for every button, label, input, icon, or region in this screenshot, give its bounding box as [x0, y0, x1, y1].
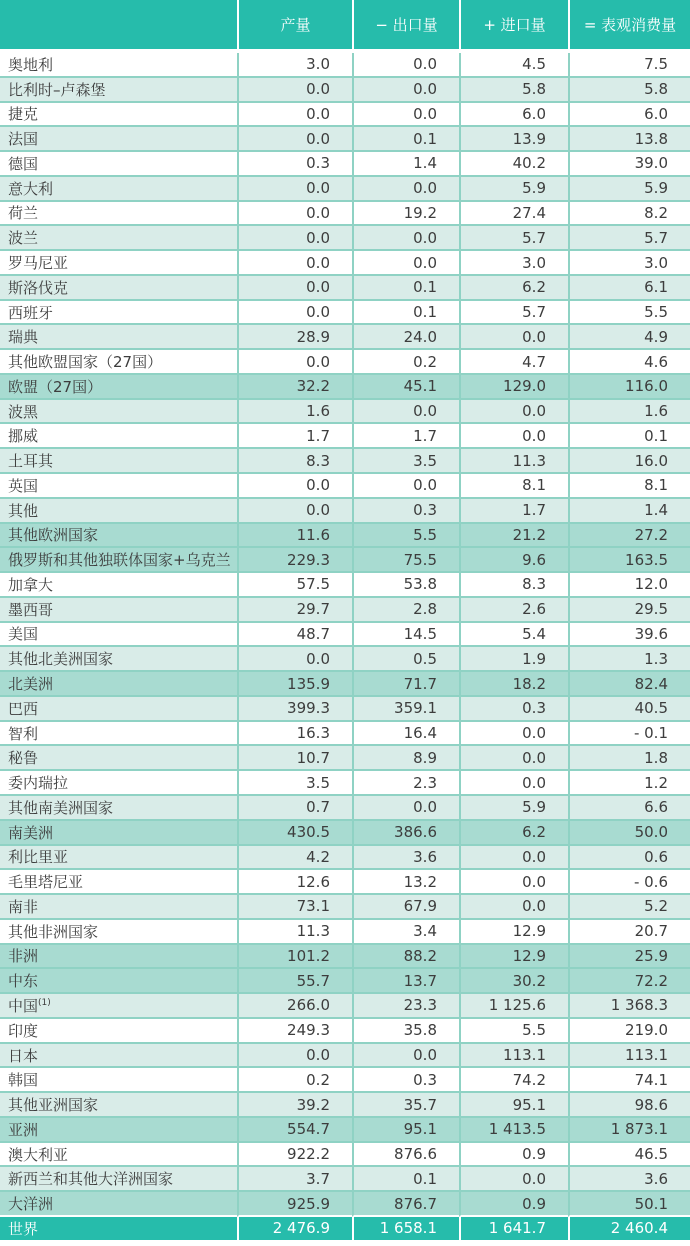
cell-value: 5.2 [568, 895, 690, 920]
table-row [0, 499, 690, 524]
table-row [0, 1068, 690, 1093]
cell-value: 0.0 [352, 1044, 459, 1069]
row-label: 欧盟（27国） [0, 375, 237, 400]
cell-value: - 0.1 [568, 722, 690, 747]
table-row [0, 945, 690, 970]
cell-value: 11.6 [237, 524, 352, 549]
cell-value: 0.1 [352, 301, 459, 326]
cell-value: 0.0 [459, 325, 568, 350]
row-label: 德国 [0, 152, 237, 177]
cell-value: 4.9 [568, 325, 690, 350]
cell-value: 55.7 [237, 969, 352, 994]
table-row [0, 697, 690, 722]
cell-value: 24.0 [352, 325, 459, 350]
table-row [0, 1118, 690, 1143]
cell-value: 74.2 [459, 1068, 568, 1093]
cell-value: 1 413.5 [459, 1118, 568, 1143]
row-label: 北美洲 [0, 672, 237, 697]
table-row [0, 1093, 690, 1118]
cell-value: 28.9 [237, 325, 352, 350]
cell-value: 1 658.1 [352, 1217, 459, 1242]
cell-value: 3.4 [352, 920, 459, 945]
cell-value: 430.5 [237, 821, 352, 846]
cell-value: 8.3 [237, 449, 352, 474]
cell-value: 0.2 [352, 350, 459, 375]
row-label: 韩国 [0, 1068, 237, 1093]
cell-value: 0.0 [237, 1044, 352, 1069]
cell-value: 554.7 [237, 1118, 352, 1143]
cell-value: 53.8 [352, 573, 459, 598]
row-label: 比利时–卢森堡 [0, 78, 237, 103]
cell-value: 8.2 [568, 202, 690, 227]
table-row [0, 746, 690, 771]
cell-value: 0.1 [352, 276, 459, 301]
table-row [0, 127, 690, 152]
cell-value: 0.0 [352, 177, 459, 202]
table-row [0, 202, 690, 227]
cell-value: 95.1 [352, 1118, 459, 1143]
cell-value: 0.0 [459, 400, 568, 425]
cell-value: 1.7 [459, 499, 568, 524]
cell-value: 27.2 [568, 524, 690, 549]
cell-value: 876.7 [352, 1192, 459, 1217]
cell-value: 135.9 [237, 672, 352, 697]
cell-value: 5.9 [459, 796, 568, 821]
row-label: 日本 [0, 1044, 237, 1069]
table-row [0, 251, 690, 276]
table-row [0, 821, 690, 846]
cell-value: 0.0 [459, 870, 568, 895]
cell-value: 13.9 [459, 127, 568, 152]
cell-value: 67.9 [352, 895, 459, 920]
row-label: 巴西 [0, 697, 237, 722]
cell-value: 16.3 [237, 722, 352, 747]
row-label: 智利 [0, 722, 237, 747]
table-row [0, 226, 690, 251]
table-row [0, 1217, 690, 1242]
row-label: 新西兰和其他大洋洲国家 [0, 1167, 237, 1192]
cell-value: 18.2 [459, 672, 568, 697]
table-row [0, 400, 690, 425]
cell-value: 0.1 [352, 127, 459, 152]
cell-value: 5.5 [352, 524, 459, 549]
table-row [0, 672, 690, 697]
cell-value: 1 368.3 [568, 994, 690, 1019]
table-row [0, 53, 690, 78]
table-row [0, 969, 690, 994]
cell-value: 922.2 [237, 1143, 352, 1168]
cell-value: 5.5 [459, 1019, 568, 1044]
cell-value: 0.0 [459, 746, 568, 771]
row-label: 荷兰 [0, 202, 237, 227]
cell-value: 8.1 [459, 474, 568, 499]
cell-value: 3.0 [568, 251, 690, 276]
cell-value: 0.3 [237, 152, 352, 177]
cell-value: 0.0 [459, 771, 568, 796]
row-label: 斯洛伐克 [0, 276, 237, 301]
cell-value: 82.4 [568, 672, 690, 697]
cell-value: 266.0 [237, 994, 352, 1019]
row-label: 瑞典 [0, 325, 237, 350]
table-row [0, 301, 690, 326]
cell-value: 399.3 [237, 697, 352, 722]
column-header-apparent-consumption: = 表观消费量 [568, 0, 690, 53]
cell-value: 8.3 [459, 573, 568, 598]
cell-value: 229.3 [237, 548, 352, 573]
cell-value: 5.8 [568, 78, 690, 103]
cell-value: 12.9 [459, 945, 568, 970]
cell-value: 0.9 [459, 1143, 568, 1168]
cell-value: 5.7 [459, 226, 568, 251]
cell-value: 21.2 [459, 524, 568, 549]
cell-value: 73.1 [237, 895, 352, 920]
cell-value: 116.0 [568, 375, 690, 400]
table-row [0, 375, 690, 400]
row-label: 捷克 [0, 103, 237, 128]
table-row [0, 325, 690, 350]
row-label: 南美洲 [0, 821, 237, 846]
cell-value: 29.7 [237, 598, 352, 623]
cell-value: 1.3 [568, 647, 690, 672]
cell-value: 10.7 [237, 746, 352, 771]
cell-value: 876.6 [352, 1143, 459, 1168]
cell-value: 5.9 [568, 177, 690, 202]
row-label: 利比里亚 [0, 846, 237, 871]
cell-value: 13.8 [568, 127, 690, 152]
row-label: 加拿大 [0, 573, 237, 598]
table-row [0, 846, 690, 871]
row-label: 挪威 [0, 424, 237, 449]
cell-value: 35.8 [352, 1019, 459, 1044]
cell-value: 3.0 [237, 53, 352, 78]
corner-cell [0, 0, 237, 53]
cell-value: 1 873.1 [568, 1118, 690, 1143]
cell-value: 113.1 [568, 1044, 690, 1069]
cell-value: 1 641.7 [459, 1217, 568, 1242]
cell-value: 23.3 [352, 994, 459, 1019]
cell-value: 1.4 [352, 152, 459, 177]
cell-value: 6.2 [459, 821, 568, 846]
cell-value: 25.9 [568, 945, 690, 970]
row-label: 世界 [0, 1217, 237, 1242]
cell-value: 1.6 [568, 400, 690, 425]
table-body [0, 53, 690, 1242]
cell-value: 40.5 [568, 697, 690, 722]
table-row [0, 1019, 690, 1044]
cell-value: 46.5 [568, 1143, 690, 1168]
cell-value: 32.2 [237, 375, 352, 400]
cell-value: 0.6 [568, 846, 690, 871]
table-row [0, 350, 690, 375]
cell-value: 13.2 [352, 870, 459, 895]
cell-value: 0.0 [352, 251, 459, 276]
table-row [0, 78, 690, 103]
cell-value: 16.4 [352, 722, 459, 747]
cell-value: 30.2 [459, 969, 568, 994]
row-label: 波兰 [0, 226, 237, 251]
cell-value: 1.6 [237, 400, 352, 425]
cell-value: 50.0 [568, 821, 690, 846]
cell-value: 0.7 [237, 796, 352, 821]
cell-value: 39.6 [568, 623, 690, 648]
cell-value: 48.7 [237, 623, 352, 648]
cell-value: 16.0 [568, 449, 690, 474]
cell-value: 3.0 [459, 251, 568, 276]
row-label: 委内瑞拉 [0, 771, 237, 796]
row-label: 其他非洲国家 [0, 920, 237, 945]
cell-value: 88.2 [352, 945, 459, 970]
row-label: 意大利 [0, 177, 237, 202]
cell-value: 8.1 [568, 474, 690, 499]
cell-value: 0.0 [352, 226, 459, 251]
row-label: 其他亚洲国家 [0, 1093, 237, 1118]
cell-value: 1.7 [352, 424, 459, 449]
table-row [0, 573, 690, 598]
cell-value: 0.3 [459, 697, 568, 722]
cell-value: - 0.6 [568, 870, 690, 895]
cell-value: 0.5 [352, 647, 459, 672]
cell-value: 219.0 [568, 1019, 690, 1044]
row-label: 其他欧洲国家 [0, 524, 237, 549]
cell-value: 0.0 [459, 424, 568, 449]
cell-value: 359.1 [352, 697, 459, 722]
table-row [0, 647, 690, 672]
row-label: 其他欧盟国家（27国） [0, 350, 237, 375]
cell-value: 0.0 [459, 1167, 568, 1192]
cell-value: 0.2 [237, 1068, 352, 1093]
cell-value: 0.3 [352, 1068, 459, 1093]
cell-value: 6.0 [568, 103, 690, 128]
table-row [0, 895, 690, 920]
cell-value: 1 125.6 [459, 994, 568, 1019]
cell-value: 57.5 [237, 573, 352, 598]
cell-value: 0.0 [237, 301, 352, 326]
cell-value: 20.7 [568, 920, 690, 945]
cell-value: 0.1 [352, 1167, 459, 1192]
cell-value: 3.5 [237, 771, 352, 796]
table-row [0, 152, 690, 177]
row-label: 中东 [0, 969, 237, 994]
row-label: 墨西哥 [0, 598, 237, 623]
row-label: 毛里塔尼亚 [0, 870, 237, 895]
table-row [0, 771, 690, 796]
table-row [0, 548, 690, 573]
row-label: 土耳其 [0, 449, 237, 474]
cell-value: 7.5 [568, 53, 690, 78]
row-label: 俄罗斯和其他独联体国家+乌克兰 [0, 548, 237, 573]
cell-value: 6.2 [459, 276, 568, 301]
cell-value: 71.7 [352, 672, 459, 697]
cell-value: 3.6 [568, 1167, 690, 1192]
cell-value: 2 460.4 [568, 1217, 690, 1242]
cell-value: 9.6 [459, 548, 568, 573]
cell-value: 45.1 [352, 375, 459, 400]
cell-value: 12.9 [459, 920, 568, 945]
cell-value: 113.1 [459, 1044, 568, 1069]
cell-value: 5.7 [568, 226, 690, 251]
footnote-marker: (1) [38, 997, 51, 1008]
cell-value: 0.0 [352, 103, 459, 128]
cell-value: 29.5 [568, 598, 690, 623]
cell-value: 13.7 [352, 969, 459, 994]
table-row [0, 177, 690, 202]
row-label: 大洋洲 [0, 1192, 237, 1217]
cell-value: 0.0 [352, 796, 459, 821]
cell-value: 50.1 [568, 1192, 690, 1217]
column-header-exports: − 出口量 [352, 0, 459, 53]
cell-value: 163.5 [568, 548, 690, 573]
table-row [0, 103, 690, 128]
cell-value: 249.3 [237, 1019, 352, 1044]
cell-value: 2.3 [352, 771, 459, 796]
cell-value: 3.7 [237, 1167, 352, 1192]
cell-value: 0.1 [568, 424, 690, 449]
table-row [0, 1167, 690, 1192]
cell-value: 1.2 [568, 771, 690, 796]
cell-value: 14.5 [352, 623, 459, 648]
cell-value: 4.5 [459, 53, 568, 78]
column-header-imports: + 进口量 [459, 0, 568, 53]
cell-value: 4.6 [568, 350, 690, 375]
row-label: 亚洲 [0, 1118, 237, 1143]
table-row [0, 276, 690, 301]
table-row [0, 1143, 690, 1168]
row-label: 其他 [0, 499, 237, 524]
row-label: 秘鲁 [0, 746, 237, 771]
cell-value: 0.0 [459, 895, 568, 920]
table-row [0, 994, 690, 1019]
cell-value: 1.7 [237, 424, 352, 449]
cell-value: 11.3 [459, 449, 568, 474]
cell-value: 0.3 [352, 499, 459, 524]
cell-value: 3.6 [352, 846, 459, 871]
cell-value: 0.0 [237, 350, 352, 375]
cell-value: 72.2 [568, 969, 690, 994]
cell-value: 0.0 [237, 499, 352, 524]
row-label: 澳大利亚 [0, 1143, 237, 1168]
row-label: 非洲 [0, 945, 237, 970]
cell-value: 0.0 [237, 177, 352, 202]
cell-value: 0.0 [459, 846, 568, 871]
header-row [0, 0, 690, 53]
row-label: 罗马尼亚 [0, 251, 237, 276]
table-row [0, 796, 690, 821]
cell-value: 5.8 [459, 78, 568, 103]
row-label: 其他北美洲国家 [0, 647, 237, 672]
cell-value: 0.0 [352, 78, 459, 103]
cell-value: 2 476.9 [237, 1217, 352, 1242]
cell-value: 3.5 [352, 449, 459, 474]
cell-value: 0.0 [237, 276, 352, 301]
cell-value: 12.0 [568, 573, 690, 598]
row-label: 印度 [0, 1019, 237, 1044]
cell-value: 19.2 [352, 202, 459, 227]
cell-value: 0.0 [352, 474, 459, 499]
row-label: 奥地利 [0, 53, 237, 78]
cell-value: 0.9 [459, 1192, 568, 1217]
cell-value: 2.6 [459, 598, 568, 623]
cell-value: 39.2 [237, 1093, 352, 1118]
cell-value: 0.0 [352, 400, 459, 425]
cell-value: 0.0 [237, 647, 352, 672]
cell-value: 1.9 [459, 647, 568, 672]
cell-value: 1.8 [568, 746, 690, 771]
cell-value: 101.2 [237, 945, 352, 970]
row-label: 西班牙 [0, 301, 237, 326]
row-label: 美国 [0, 623, 237, 648]
table-row [0, 424, 690, 449]
cell-value: 0.0 [237, 78, 352, 103]
table-row [0, 474, 690, 499]
cell-value: 35.7 [352, 1093, 459, 1118]
table-row [0, 623, 690, 648]
cell-value: 11.3 [237, 920, 352, 945]
cell-value: 75.5 [352, 548, 459, 573]
table-row [0, 524, 690, 549]
cell-value: 0.0 [237, 251, 352, 276]
table-row [0, 1044, 690, 1069]
row-label: 波黑 [0, 400, 237, 425]
table-row [0, 920, 690, 945]
cell-value: 386.6 [352, 821, 459, 846]
cell-value: 5.9 [459, 177, 568, 202]
cell-value: 0.0 [237, 474, 352, 499]
cell-value: 98.6 [568, 1093, 690, 1118]
cell-value: 129.0 [459, 375, 568, 400]
table-row [0, 870, 690, 895]
table-row [0, 722, 690, 747]
cell-value: 0.0 [237, 226, 352, 251]
cell-value: 8.9 [352, 746, 459, 771]
row-label: 英国 [0, 474, 237, 499]
cell-value: 1.4 [568, 499, 690, 524]
cell-value: 40.2 [459, 152, 568, 177]
row-label: 中国$^{(1)}$ [0, 994, 237, 1019]
cell-value: 0.0 [352, 53, 459, 78]
row-label: 法国 [0, 127, 237, 152]
cell-value: 5.4 [459, 623, 568, 648]
cell-value: 5.7 [459, 301, 568, 326]
cell-value: 39.0 [568, 152, 690, 177]
cell-value: 0.0 [237, 127, 352, 152]
table-row [0, 598, 690, 623]
cell-value: 0.0 [237, 202, 352, 227]
cell-value: 74.1 [568, 1068, 690, 1093]
cell-value: 6.6 [568, 796, 690, 821]
cell-value: 5.5 [568, 301, 690, 326]
table-header [0, 0, 690, 53]
cell-value: 925.9 [237, 1192, 352, 1217]
column-header-production: 产量 [237, 0, 352, 53]
cell-value: 2.8 [352, 598, 459, 623]
cell-value: 6.1 [568, 276, 690, 301]
cell-value: 95.1 [459, 1093, 568, 1118]
cell-value: 12.6 [237, 870, 352, 895]
row-label: 其他南美洲国家 [0, 796, 237, 821]
table-row [0, 1192, 690, 1217]
cell-value: 6.0 [459, 103, 568, 128]
cell-value: 0.0 [237, 103, 352, 128]
cell-value: 4.2 [237, 846, 352, 871]
cell-value: 0.0 [459, 722, 568, 747]
cell-value: 4.7 [459, 350, 568, 375]
table-row [0, 449, 690, 474]
row-label: 南非 [0, 895, 237, 920]
cell-value: 27.4 [459, 202, 568, 227]
